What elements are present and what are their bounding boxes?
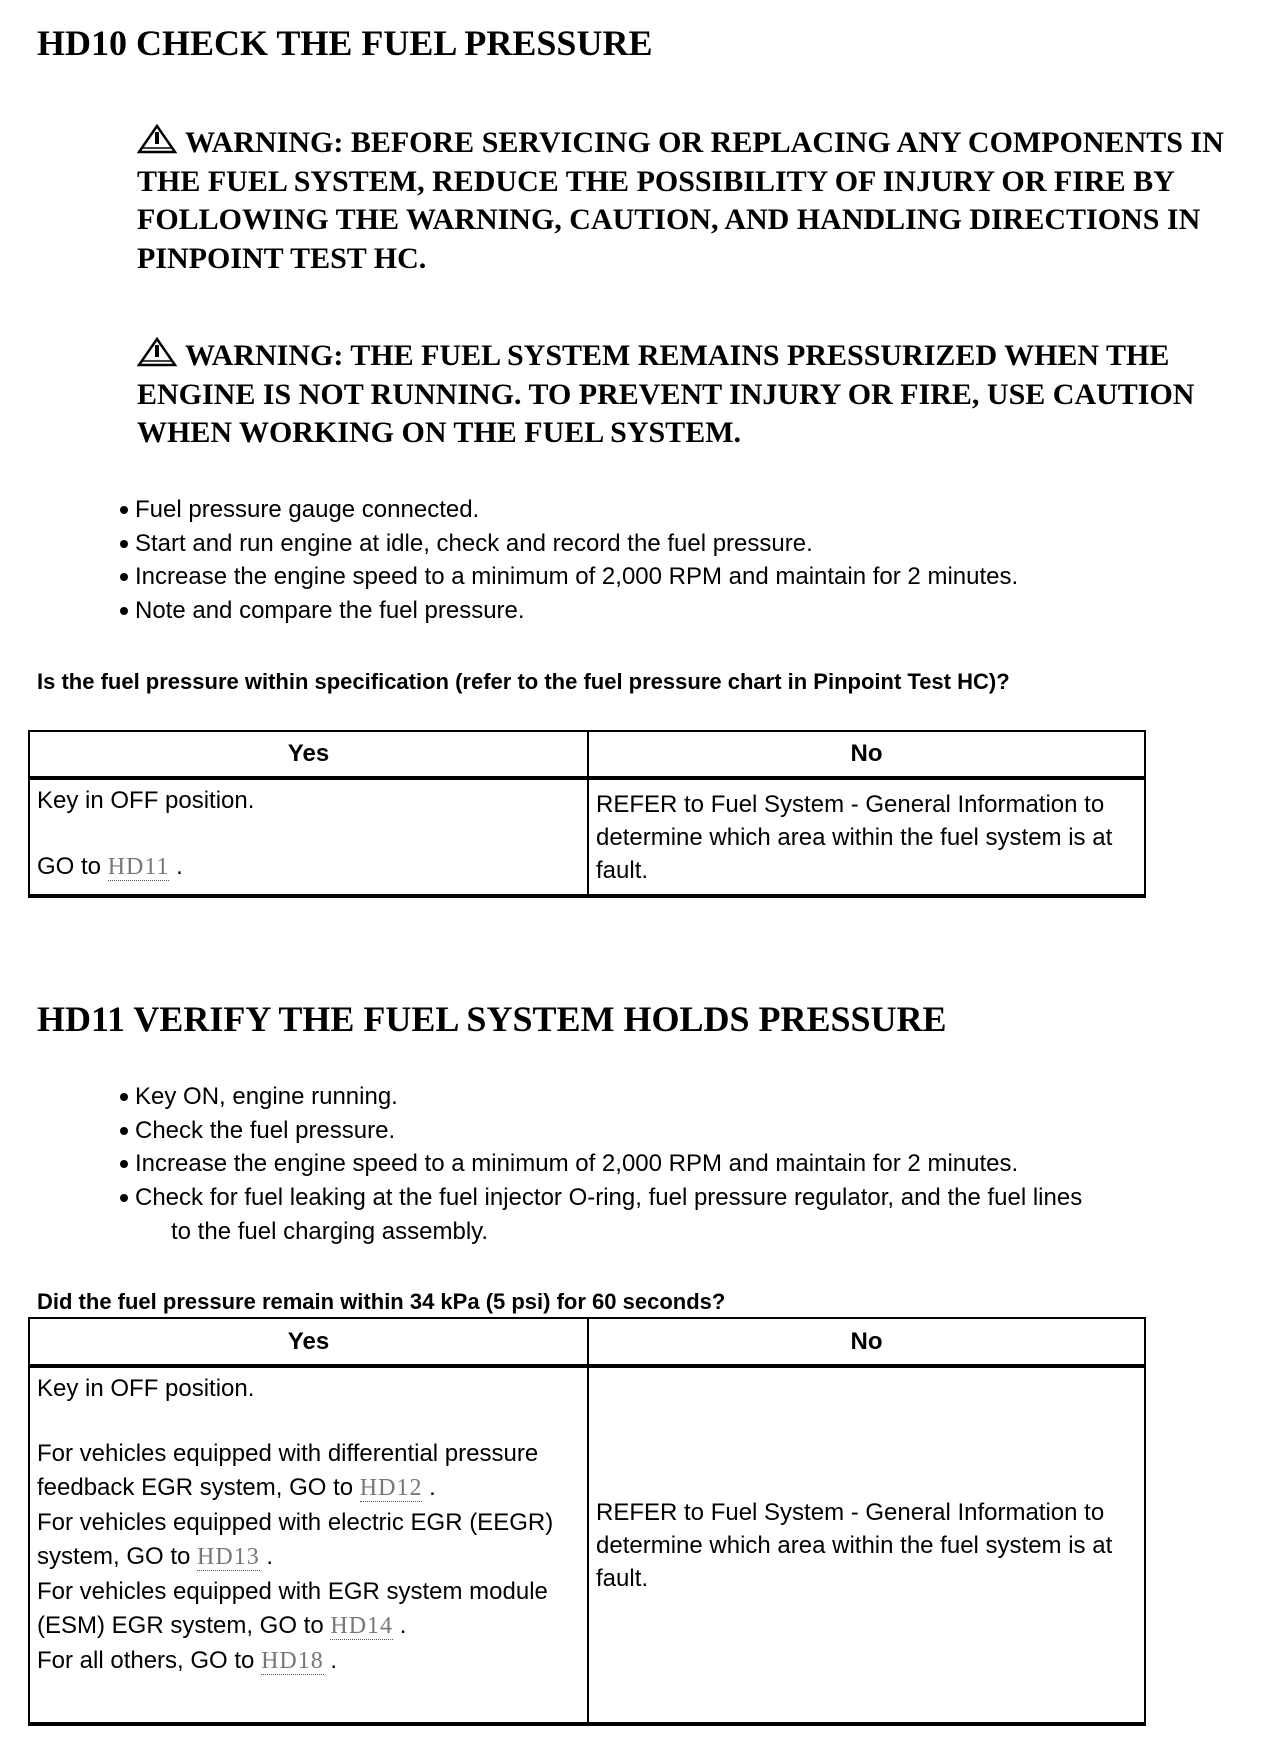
hd13-link[interactable]: HD13: [197, 1544, 260, 1570]
hd10-result-table: [28, 730, 1146, 898]
hd10-title: HD10 CHECK THE FUEL PRESSURE: [37, 23, 653, 63]
yes-header: Yes: [29, 731, 588, 778]
hd11-question: Did the fuel pressure remain within 34 kPa (5 psi) for 60 seconds?: [37, 1289, 726, 1314]
hd10-steps: [120, 493, 1260, 628]
list-item: Increase the engine speed to a minimum of 2,000 RPM and maintain for 2 minutes.: [120, 1147, 1260, 1181]
hd12-link[interactable]: HD12: [359, 1475, 423, 1501]
no-cell: REFER to Fuel System - General Information to determine which area within the fuel system is at fault.: [588, 1366, 1145, 1724]
list-item: Increase the engine speed to a minimum of 2,000 RPM and maintain for 2 minutes.: [120, 560, 1260, 594]
hd10-question: Is the fuel pressure within specification (refer to the fuel pressure chart in Pinpoint Test HC)?: [37, 669, 1010, 694]
warning-2: [137, 337, 1257, 453]
list-item: Key ON, engine running.: [120, 1080, 1260, 1114]
hd18-link[interactable]: HD18: [261, 1647, 324, 1674]
no-header: No: [588, 1318, 1145, 1366]
hd14-link[interactable]: HD14: [330, 1613, 394, 1639]
warning-1-text: WARNING: BEFORE SERVICING OR REPLACING ANY COMPONENTS IN THE FUEL SYSTEM, REDUCE THE POSSIBILITY OF INJURY OR FIRE BY FOLLOWING THE WARNING, CAUTION, AND HANDLING DIRECTIONS IN PINPOINT TEST HC.: [137, 126, 1224, 275]
no-cell: REFER to Fuel System - General Information to determine which area within the fuel system is at fault.: [588, 778, 1145, 896]
hd11-result-table: [28, 1317, 1146, 1726]
warning-1: [137, 124, 1257, 278]
list-item: Fuel pressure gauge connected.: [120, 493, 1260, 527]
list-item: Note and compare the fuel pressure.: [120, 594, 1260, 628]
yes-cell: Key in OFF position. For vehicles equipped with differential pressure feedback EGR system, GO to HD12 . For vehicles equipped with electric EGR (EEGR) system, GO to HD13 . For vehicles equipped with EGR system module (ESM) EGR system, GO to HD14 . For all others, GO to HD18 .: [29, 1366, 588, 1724]
warning-triangle-icon: [137, 337, 177, 367]
yes-header: Yes: [29, 1318, 588, 1366]
warning-triangle-icon: [137, 124, 177, 154]
yes-cell: Key in OFF position. GO to HD11 .: [29, 778, 588, 896]
hd11-steps: [120, 1080, 1260, 1249]
hd11-link[interactable]: HD11: [107, 854, 170, 880]
list-item: Check for fuel leaking at the fuel injector O-ring, fuel pressure regulator, and the fuel lines to the fuel charging assembly.: [120, 1181, 1260, 1248]
no-header: No: [588, 731, 1145, 778]
hd11-title: HD11 VERIFY THE FUEL SYSTEM HOLDS PRESSURE: [37, 999, 947, 1039]
list-item: Start and run engine at idle, check and record the fuel pressure.: [120, 527, 1260, 561]
list-item: Check the fuel pressure.: [120, 1114, 1260, 1148]
warning-2-text: WARNING: THE FUEL SYSTEM REMAINS PRESSURIZED WHEN THE ENGINE IS NOT RUNNING. TO PREVENT INJURY OR FIRE, USE CAUTION WHEN WORKING ON THE FUEL SYSTEM.: [137, 339, 1195, 449]
